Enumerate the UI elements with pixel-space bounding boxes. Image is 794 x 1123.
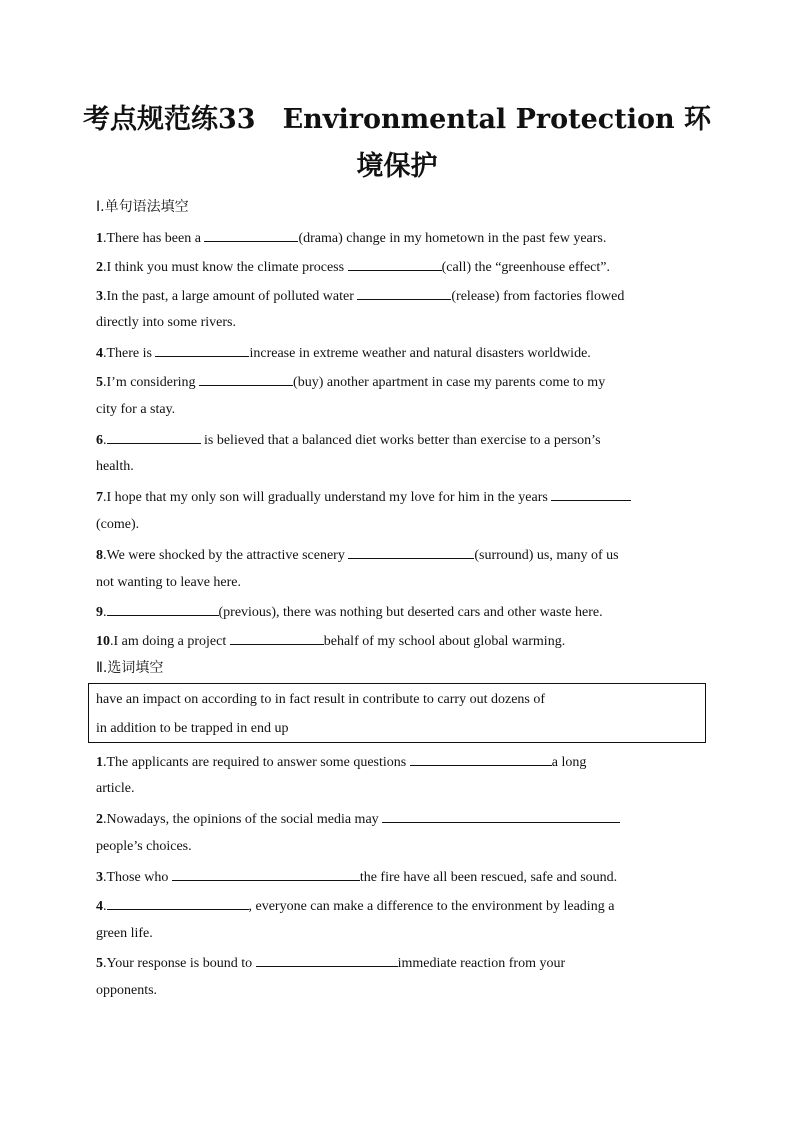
item-number: 1 <box>96 231 103 246</box>
answer-blank[interactable] <box>348 256 442 271</box>
item-text: (drama) change in my hometown in the past few years. <box>298 231 607 246</box>
exercise-item <box>96 895 706 917</box>
exercise-item <box>96 601 706 623</box>
item-text: (release) from factories flowed <box>451 289 625 304</box>
item-number: 7 <box>96 490 103 505</box>
item-number: 9 <box>96 605 103 620</box>
item-continuation: green life. <box>96 926 153 941</box>
exercise-item <box>96 285 706 307</box>
exercise-item <box>96 342 706 364</box>
item-text: increase in extreme weather and natural disasters worldwide. <box>249 346 591 361</box>
item-text: .I’m considering <box>103 375 200 390</box>
exercise-item <box>96 227 706 249</box>
exercise-item <box>96 429 706 451</box>
item-text: .I think you must know the climate process <box>103 260 348 275</box>
item-text: (surround) us, many of us <box>474 548 619 563</box>
answer-blank[interactable] <box>155 342 249 357</box>
item-text: . <box>103 433 107 448</box>
section-heading-word-choice: Ⅱ.选词填空 <box>96 660 164 676</box>
item-continuation: health. <box>96 459 134 474</box>
exercise-item <box>96 751 706 773</box>
item-text: (call) the “greenhouse effect”. <box>441 260 610 275</box>
answer-blank[interactable] <box>410 751 552 766</box>
item-text: behalf of my school about global warming. <box>323 634 566 649</box>
item-text: .The applicants are required to answer some questions <box>103 755 410 770</box>
item-continuation: directly into some rivers. <box>96 315 236 330</box>
item-number: 4 <box>96 346 103 361</box>
item-continuation: not wanting to leave here. <box>96 575 242 590</box>
exercise-item <box>96 486 706 508</box>
item-text: (buy) another apartment in case my parents come to my <box>293 375 606 390</box>
answer-blank[interactable] <box>348 544 474 559</box>
item-number: 8 <box>96 548 103 563</box>
item-text: (previous), there was nothing but deserted cars and other waste here. <box>218 605 603 620</box>
item-number: 6 <box>96 433 103 448</box>
item-text: is believed that a balanced diet works better than exercise to a person’s <box>200 433 601 448</box>
exercise-item <box>96 256 706 278</box>
word-bank-line: have an impact on according to in fact result in contribute to carry out dozens of <box>96 692 546 707</box>
item-text: .Those who <box>103 870 172 885</box>
item-text: .I am doing a project <box>110 634 230 649</box>
answer-blank[interactable] <box>107 429 201 444</box>
item-number: 4 <box>96 899 103 914</box>
answer-blank[interactable] <box>107 895 249 910</box>
answer-blank[interactable] <box>357 285 451 300</box>
page-title-continued: 境保护 <box>356 151 438 182</box>
item-number: 2 <box>96 260 103 275</box>
answer-blank[interactable] <box>172 866 360 881</box>
item-number: 3 <box>96 289 103 304</box>
word-bank-line: in addition to be trapped in end up <box>96 721 289 736</box>
item-text: .We were shocked by the attractive scenery <box>103 548 349 563</box>
item-continuation: opponents. <box>96 983 158 998</box>
exercise-item <box>96 952 706 974</box>
exercise-item <box>96 808 706 830</box>
exercise-item <box>96 371 706 393</box>
item-continuation: people’s choices. <box>96 839 192 854</box>
item-continuation: article. <box>96 781 135 796</box>
item-number: 2 <box>96 812 103 827</box>
item-text: .Your response is bound to <box>103 956 256 971</box>
exercise-item <box>96 866 706 888</box>
item-text: .In the past, a large amount of polluted water <box>103 289 358 304</box>
item-text: the fire have all been rescued, safe and sound. <box>359 870 618 885</box>
exercise-item <box>96 544 706 566</box>
item-number: 5 <box>96 375 103 390</box>
item-number: 3 <box>96 870 103 885</box>
section-heading-grammar: Ⅰ.单句语法填空 <box>96 199 189 215</box>
item-text: a long <box>551 755 587 770</box>
item-text: .Nowadays, the opinions of the social media may <box>103 812 383 827</box>
item-text: .There is <box>103 346 156 361</box>
item-text: immediate reaction from your <box>397 956 566 971</box>
item-text: . <box>103 899 107 914</box>
item-text: , everyone can make a difference to the environment by leading a <box>248 899 615 914</box>
item-text: .I hope that my only son will gradually understand my love for him in the years <box>103 490 552 505</box>
answer-blank[interactable] <box>256 952 398 967</box>
item-number: 5 <box>96 956 103 971</box>
item-continuation: (come). <box>96 517 140 532</box>
exercise-item <box>96 630 706 652</box>
answer-blank[interactable] <box>107 601 219 616</box>
item-text: . <box>103 605 107 620</box>
item-number: 10 <box>96 634 110 649</box>
answer-blank[interactable] <box>230 630 324 645</box>
answer-blank[interactable] <box>204 227 298 242</box>
item-text: .There has been a <box>103 231 205 246</box>
page-title: 考点规范练33 Environmental Protection 环 <box>83 104 711 135</box>
answer-blank[interactable] <box>551 486 631 501</box>
item-number: 1 <box>96 755 103 770</box>
item-continuation: city for a stay. <box>96 402 176 417</box>
answer-blank[interactable] <box>382 808 620 823</box>
answer-blank[interactable] <box>199 371 293 386</box>
